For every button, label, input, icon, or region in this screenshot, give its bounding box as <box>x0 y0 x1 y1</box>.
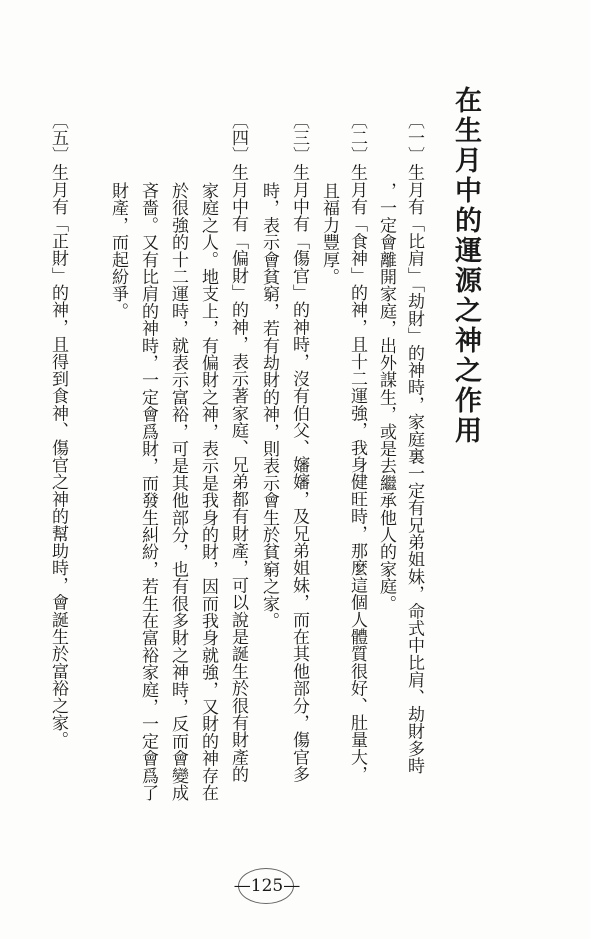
text-column: 〔二〕生月有「食神」的神，且十二運強，我身健旺時，那麼這個人體質很好、肚量大， <box>347 112 367 783</box>
text-column: 〔四〕生月中有「偏財」的神，表示著家庭、兄弟都有財產，可以說是誕生於很有財產的 <box>228 112 248 783</box>
text-column: ，一定會離開家庭，出外謀生，或是去繼承他人的家庭。 <box>376 182 396 612</box>
page-number: —125— <box>233 876 301 896</box>
text-column: 家庭之人。地支上，有偏財之神，表示是我身的財，因而我身就強，又財的神存在 <box>198 182 218 802</box>
text-column: 於很強的十二運時，就表示富裕，可是其他部分，也有很多財之神時，反而會變成 <box>168 182 188 802</box>
chapter-title: 在生月中的運源之神之作用 <box>450 86 481 446</box>
text-column: 〔三〕生月中有「傷官」的神時，沒有伯父、嬸嬸，及兄弟姐妹，而在其他部分，傷官多 <box>289 112 309 783</box>
text-column: 且福力豐厚。 <box>319 182 339 286</box>
text-column: 吝嗇。又有比肩的神時，一定會爲財，而發生糾紛，若生在富裕家庭，一定會爲了 <box>138 182 158 802</box>
text-column: 〔一〕生月有「比肩」「劫財」的神時，家庭裏一定有兄弟姐妹，命式中比肩、劫財多時 <box>404 112 424 775</box>
text-column: 時，表示會貧窮，若有劫財的神，則表示會生於貧窮之家。 <box>259 182 279 630</box>
text-column: 〔五〕生月有「正財」的神，且得到食神、傷官之神的幫助時，會誕生於富裕之家。 <box>48 112 68 749</box>
text-column: 財產，而起紛爭。 <box>108 182 128 320</box>
page-number-value: 125 <box>250 876 284 896</box>
